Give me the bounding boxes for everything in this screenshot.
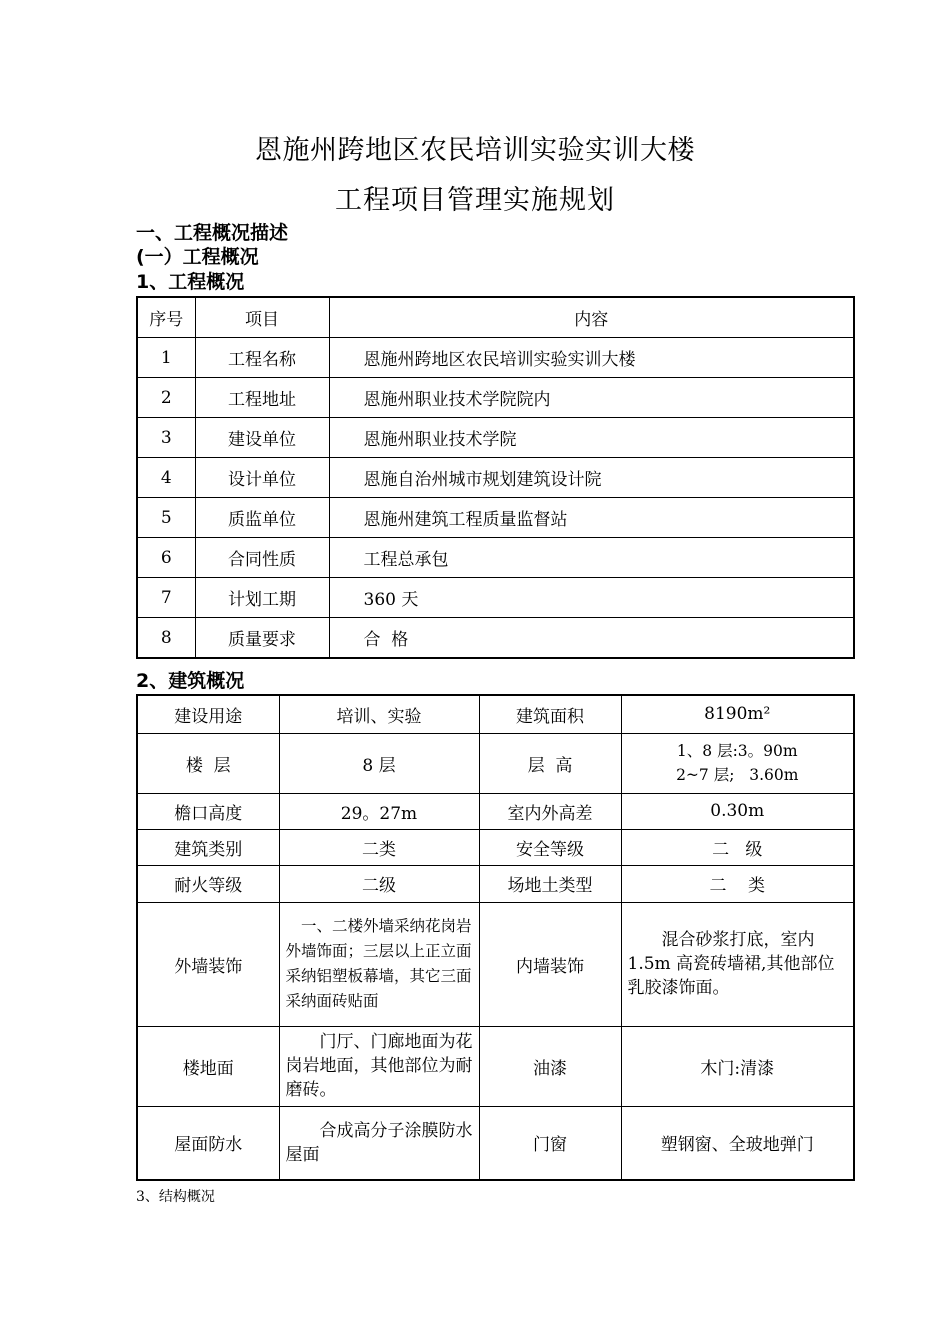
- row-item: 质量要求: [195, 618, 329, 659]
- value-cell: 8190m²: [621, 695, 854, 733]
- row-content: 合 格: [329, 618, 854, 659]
- row-number: 7: [137, 578, 195, 618]
- row-item: 工程地址: [195, 378, 329, 418]
- table1-heading: 1、工程概况: [136, 271, 245, 293]
- key-cell: 屋面防水: [137, 1106, 279, 1180]
- row-number: 3: [137, 418, 195, 458]
- key-cell: 油漆: [479, 1026, 621, 1106]
- document-title-line1: 恩施州跨地区农民培训实验实训大楼: [255, 135, 695, 166]
- key-cell: 安全等级: [479, 829, 621, 865]
- row-item: 合同性质: [195, 538, 329, 578]
- value-cell: 培训、实验: [279, 695, 479, 733]
- value-cell: 二类: [279, 829, 479, 865]
- row-number: 5: [137, 498, 195, 538]
- key-cell: 层 高: [479, 733, 621, 793]
- table-row: [137, 733, 854, 793]
- building-overview-table: [136, 694, 855, 1181]
- table-row: [137, 829, 854, 865]
- row-content: 360 天: [329, 578, 854, 618]
- table-row: [137, 418, 854, 458]
- key-cell: 室内外高差: [479, 793, 621, 829]
- row-content: 恩施州建筑工程质量监督站: [329, 498, 854, 538]
- row-number: 4: [137, 458, 195, 498]
- row-content: 恩施州职业技术学院院内: [329, 378, 854, 418]
- project-overview-table: [136, 296, 855, 659]
- subsection-heading: (一）工程概况: [136, 246, 259, 268]
- row-item: 计划工期: [195, 578, 329, 618]
- floor-height-line: 2~7 层; 3.60m: [676, 766, 799, 784]
- document-title-line2: 工程项目管理实施规划: [335, 185, 615, 216]
- row-content: 恩施州跨地区农民培训实验实训大楼: [329, 338, 854, 378]
- table-row: [137, 458, 854, 498]
- key-cell: 耐火等级: [137, 865, 279, 902]
- value-cell: 混合砂浆打底，室内 1.5m 高瓷砖墙裙,其他部位乳胶漆饰面。: [621, 902, 854, 1026]
- row-number: 8: [137, 618, 195, 659]
- value-cell: 木门:清漆: [621, 1026, 854, 1106]
- row-number: 6: [137, 538, 195, 578]
- table-row: [137, 618, 854, 659]
- value-cell: 门厅、门廊地面为花岗岩地面，其他部位为耐磨砖。: [279, 1026, 479, 1106]
- header-cell: 内容: [329, 297, 854, 338]
- value-cell: 合成高分子涂膜防水屋面: [279, 1106, 479, 1180]
- key-cell: 建筑面积: [479, 695, 621, 733]
- row-number: 1: [137, 338, 195, 378]
- value-cell: 8 层: [279, 733, 479, 793]
- table-row: [137, 793, 854, 829]
- row-item: 工程名称: [195, 338, 329, 378]
- key-cell: 内墙装饰: [479, 902, 621, 1026]
- value-cell: 一、二楼外墙采纳花岗岩外墙饰面；三层以上正立面采纳铝塑板幕墙，其它三面采纳面砖贴面: [279, 902, 479, 1026]
- row-number: 2: [137, 378, 195, 418]
- table-row: [137, 498, 854, 538]
- value-cell: 二 级: [621, 829, 854, 865]
- table-row: [137, 538, 854, 578]
- table-row: [137, 378, 854, 418]
- table-row: [137, 865, 854, 902]
- header-cell: 项目: [195, 297, 329, 338]
- row-content: 工程总承包: [329, 538, 854, 578]
- key-cell: 外墙装饰: [137, 902, 279, 1026]
- key-cell: 建筑类别: [137, 829, 279, 865]
- table-row: [137, 1106, 854, 1180]
- row-item: 质监单位: [195, 498, 329, 538]
- value-cell: 二 类: [621, 865, 854, 902]
- row-item: 设计单位: [195, 458, 329, 498]
- table-row: [137, 695, 854, 733]
- table-header-row: [137, 297, 854, 338]
- key-cell: 檐口高度: [137, 793, 279, 829]
- key-cell: 楼 层: [137, 733, 279, 793]
- floor-height-line: 1、8 层:3。90m: [676, 742, 798, 760]
- table-row: [137, 338, 854, 378]
- value-cell: 0.30m: [621, 793, 854, 829]
- table2-heading: 2、建筑概况: [136, 670, 245, 692]
- value-cell: 二级: [279, 865, 479, 902]
- key-cell: 建设用途: [137, 695, 279, 733]
- row-item: 建设单位: [195, 418, 329, 458]
- value-cell: [621, 733, 854, 793]
- value-cell: 塑钢窗、全玻地弹门: [621, 1106, 854, 1180]
- table-row: [137, 1026, 854, 1106]
- key-cell: 楼地面: [137, 1026, 279, 1106]
- table-row: [137, 902, 854, 1026]
- header-cell: 序号: [137, 297, 195, 338]
- key-cell: 门窗: [479, 1106, 621, 1180]
- key-cell: 场地土类型: [479, 865, 621, 902]
- table-row: [137, 578, 854, 618]
- table3-heading: 3、结构概况: [136, 1189, 215, 1205]
- row-content: 恩施自治州城市规划建筑设计院: [329, 458, 854, 498]
- section-heading: 一、工程概况描述: [136, 222, 289, 244]
- value-cell: 29。27m: [279, 793, 479, 829]
- row-content: 恩施州职业技术学院: [329, 418, 854, 458]
